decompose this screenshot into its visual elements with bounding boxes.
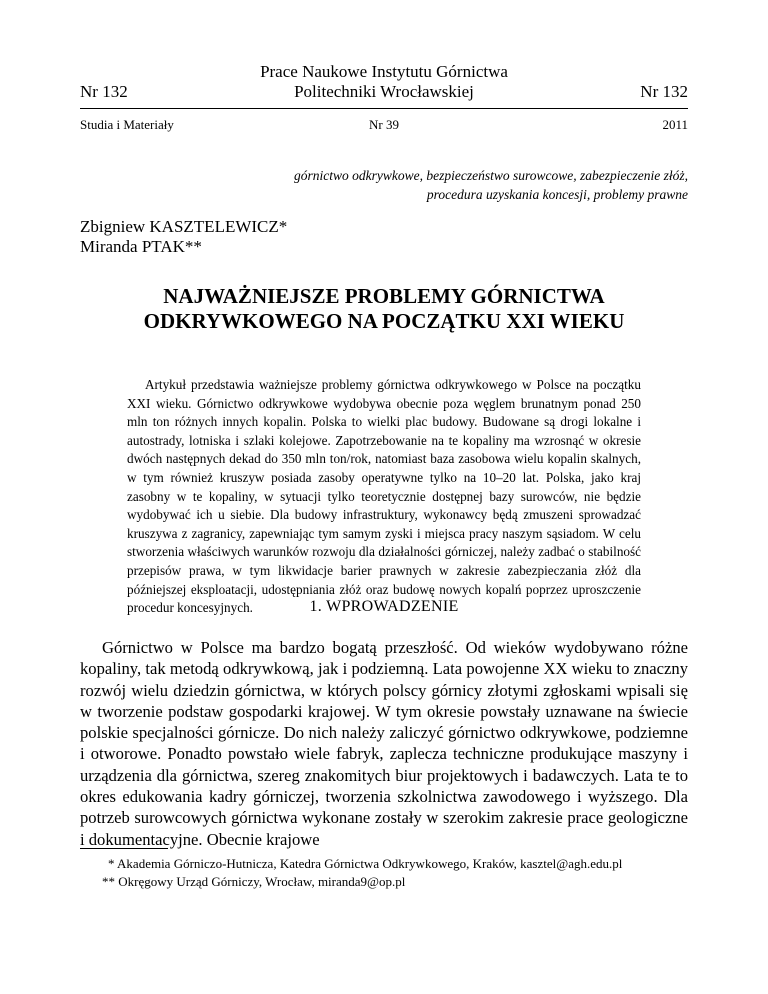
body-paragraph: Górnictwo w Polsce ma bardzo bogatą przeszłość. Od wieków wydobywano różne kopaliny, tak metodą odkrywkową, jak i podziemną. Lata powojenne XX wieku to znaczny rozwój wielu dziedzin górnictwa, w których polscy górnicy złotymi zgłoskami wpisali się w tworzenie podstaw gospodarki krajowej. W tym okresie powstały uznawane na świecie polskie specjalności górnicze. Do nich należy zaliczyć górnictwo odkrywkowe, podziemne i otworowe. Ponadto powstało wiele fabryk, zaplecza techniczne produkujące maszyny i urządzenia dla górnictwa, szereg znakomitych biur projektowych i badawczych. Lata te to okres edukowania kadry górniczej, tworzenia szkolnictwa zawodowego i wyższego. Dla potrzeb surowcowych górnictwa wykonane zostały w szerokim zakresie prace geologiczne i dokumentacyjne. Obecnie krajowe (80, 638, 688, 849)
header-rule (80, 108, 688, 109)
footnote-2: ** Okręgowy Urząd Górniczy, Wrocław, miranda9@op.pl (102, 874, 406, 889)
footnote-rule (80, 848, 168, 849)
publication-year: 2011 (662, 117, 688, 132)
keywords-line-1: górnictwo odkrywkowe, bezpieczeństwo surowcowe, zabezpieczenie złóż, (294, 168, 688, 183)
keywords (168, 166, 688, 204)
issue-number-left: Nr 132 (80, 82, 128, 101)
title-line-2: ODKRYWKOWEGO NA POCZĄTKU XXI WIEKU (143, 309, 625, 333)
keywords-line-2: procedura uzyskania koncesji, problemy prawne (426, 187, 688, 202)
series-name: Studia i Materiały (80, 117, 174, 132)
author-1: Zbigniew KASZTELEWICZ* (80, 217, 288, 236)
journal-title-line-1: Prace Naukowe Instytutu Górnictwa (260, 62, 508, 81)
journal-title-line-2: Politechniki Wrocławskiej (294, 82, 474, 101)
title-line-1: NAJWAŻNIEJSZE PROBLEMY GÓRNICTWA (163, 284, 605, 308)
paper-title (0, 284, 768, 334)
issue-number-right: Nr 132 (640, 82, 688, 101)
author-2: Miranda PTAK** (80, 237, 202, 256)
authors (80, 217, 287, 257)
footnotes (80, 855, 720, 891)
section-heading: 1. WPROWADZENIE (309, 598, 459, 615)
series-number: Nr 39 (369, 117, 399, 132)
abstract: Artykuł przedstawia ważniejsze problemy górnictwa odkrywkowego w Polsce na początku XXI wieku. Górnictwo odkrywkowe wydobywa obecnie poza węglem brunatnym ponad 250 mln ton różnych innych kopalin. Polska to wielki plac budowy. Budowane są drogi lokalne i autostrady, lotniska i szlaki kolejowe. Zapotrzebowanie na te kopaliny ma wzrosnąć w okresie dwóch następnych dekad do 350 mln ton/rok, natomiast baza zasobowa wielu kopalin skalnych, w tym również kruszyw posiada zasoby operatywne tylko na 10–20 lat. Polska, jako kraj zasobny w te kopaliny, w sytuacji tylko teoretycznie dostępnej bazy surowców, nie będzie wydobywać ich u siebie. Dla budowy infrastruktury, wykonawcy będą zmuszeni sprowadzać kruszywa z zagranicy, zapewniając tym samym zyski i miejsca pracy naszym sąsiadom. W celu stworzenia właściwych warunków rozwoju dla działalności górniczej, należy zadbać o stabilność przepisów prawa, w tym likwidacje barier prawnych w zakresie zabezpieczania złóż dla późniejszej eksploatacji, udostępniania złóż oraz budowę nowych kopalń poprzez uproszczenie procedur koncesyjnych. (127, 377, 641, 616)
footnote-1: * Akademia Górniczo-Hutnicza, Katedra Górnictwa Odkrywkowego, Kraków, kasztel@agh.edu.pl (108, 856, 623, 871)
